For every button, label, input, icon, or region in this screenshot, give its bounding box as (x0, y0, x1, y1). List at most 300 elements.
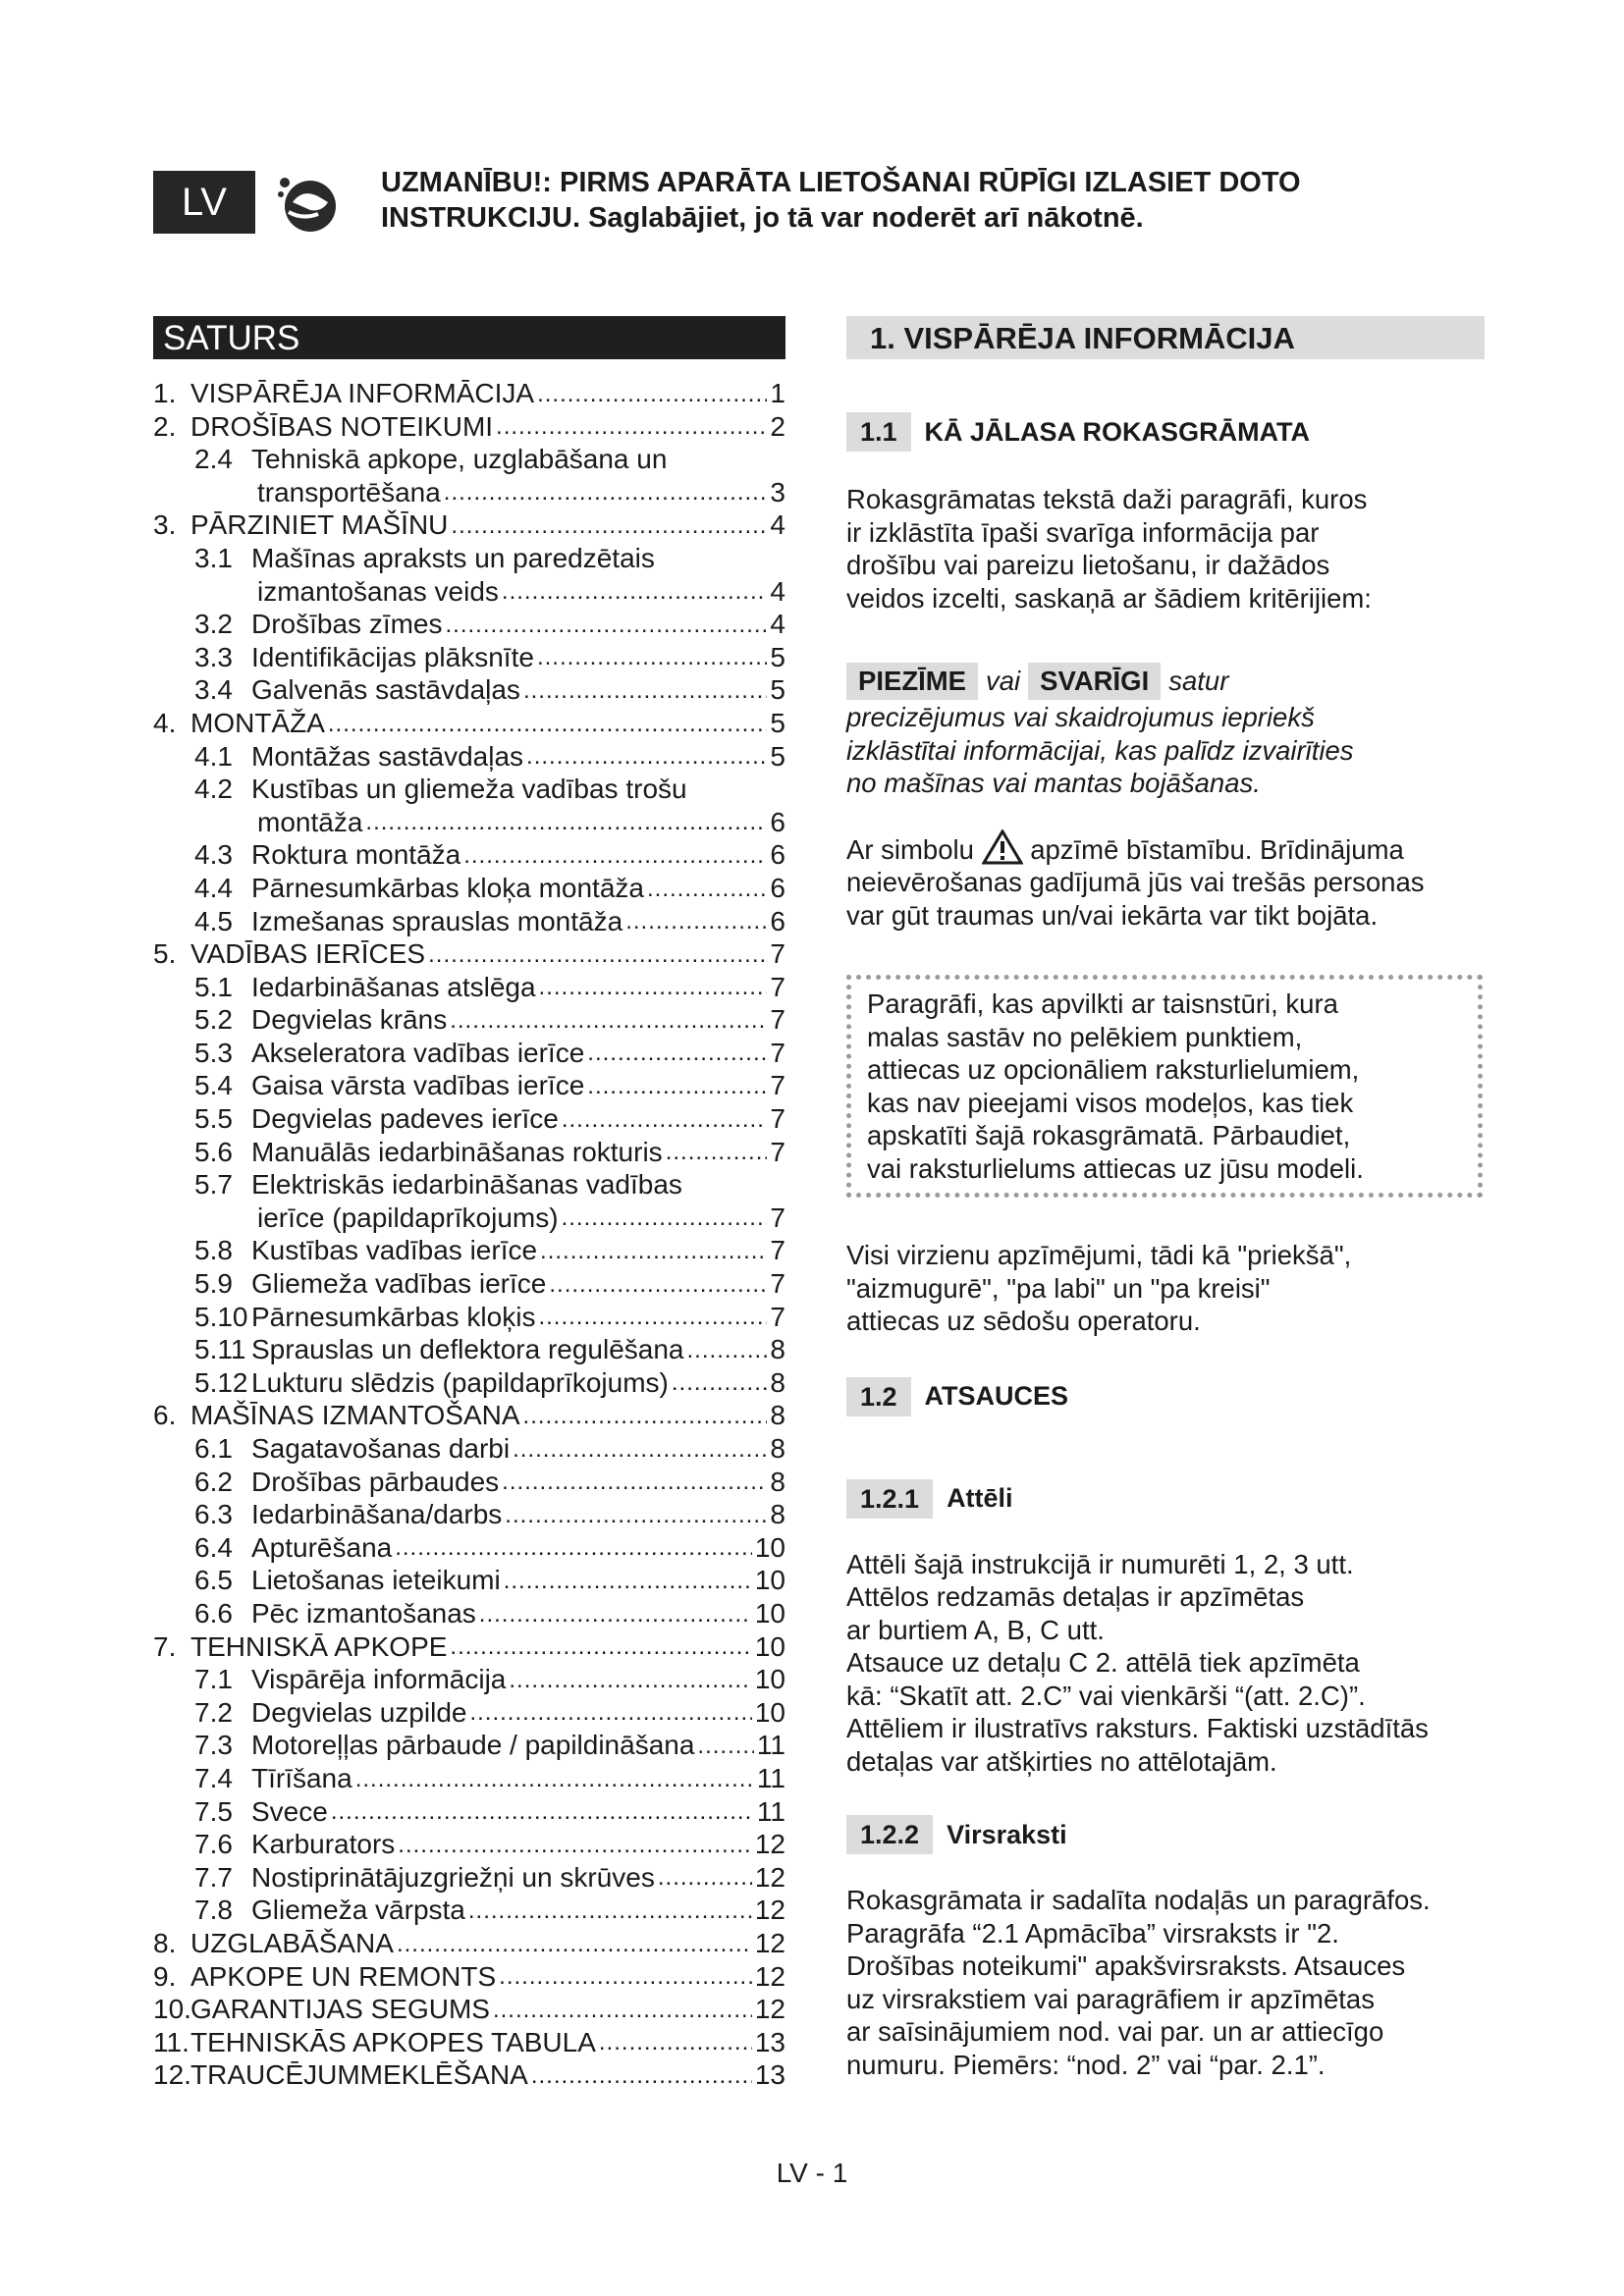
toc-entry-page: 6 (770, 872, 785, 903)
toc-entry-title: montāža (257, 806, 363, 837)
toc-leader-dots (398, 1828, 752, 1861)
toc-entry (153, 1597, 785, 1630)
toc-leader-dots (502, 575, 768, 609)
toc-entry (153, 1267, 785, 1301)
toc-entry-page: 3 (770, 476, 785, 507)
symbol-after: apzīmē bīstamību. Brīdinājuma (1030, 833, 1404, 865)
toc-leader-dots (395, 1531, 752, 1565)
toc-entry-number: 7.4 (194, 1762, 233, 1793)
toc-leader-dots (599, 2026, 752, 2059)
toc-entry-page: 5 (770, 674, 785, 706)
toc-entry-page: 12 (754, 1895, 785, 1926)
toc-entry-title: ierīce (papildaprīkojums) (257, 1201, 559, 1233)
toc-entry-title: Kustības vadības ierīce (251, 1235, 538, 1266)
headings-line: Paragrāfa “2.1 Apmācība” virsraksts ir "2. (846, 1917, 1339, 1949)
figures-line: Atsauce uz detaļu C 2. attēlā tiek apzīmēta (846, 1647, 1360, 1678)
box-line: kas nav pieejami visos modeļos, kas tiek (867, 1087, 1354, 1118)
toc-entry-number: 5. (153, 938, 177, 970)
toc-entry-page: 8 (770, 1466, 785, 1497)
toc-entry-number: 3.3 (194, 641, 233, 672)
note-label: PIEZĪME (846, 663, 978, 700)
warning-notice (381, 165, 1382, 236)
toc-entry-number: 5.4 (194, 1070, 233, 1101)
important-label: SVARĪGI (1028, 663, 1161, 700)
heading-1-2-1 (846, 1479, 1485, 1519)
toc-entry (153, 641, 785, 674)
toc-entry-number: 5.8 (194, 1235, 233, 1266)
headings-line: Rokasgrāmata ir sadalīta nodaļās un paragrāfos. (846, 1885, 1431, 1915)
intro-line: Rokasgrāmatas tekstā daži paragrāfi, kuros (846, 484, 1368, 514)
toc-entry (153, 673, 785, 707)
toc-entry (153, 443, 785, 476)
toc-entry-page: 11 (756, 1762, 785, 1793)
toc-entry-title: Akseleratora vadības ierīce (251, 1037, 585, 1068)
toc-entry-title: VISPĀRĒJA INFORMĀCIJA (190, 378, 535, 408)
toc-entry-number: 5.6 (194, 1136, 233, 1167)
toc-entry-title: UZGLABĀŠANA (190, 1927, 394, 1958)
toc-entry (153, 1993, 785, 2026)
figures-line: kā: “Skatīt att. 2.C” vai vienkārši “(att. 2.C)”. (846, 1680, 1366, 1711)
toc-entry (153, 773, 785, 806)
toc-entry-number: 7.7 (194, 1861, 233, 1893)
toc-entry (153, 806, 785, 839)
toc-entry (153, 2058, 785, 2092)
figures-line: detaļas var atšķirties no attēlotajām. (846, 1745, 1277, 1777)
toc-entry (153, 1201, 785, 1235)
toc-entry-title: Pārnesumkārbas kloķa montāža (251, 872, 644, 903)
toc-entry-title: Gliemeža vārpsta (251, 1895, 465, 1926)
toc-entry-page: 4 (770, 575, 785, 607)
toc-leader-dots (328, 707, 768, 740)
toc-leader-dots (493, 1993, 752, 2026)
toc-leader-dots (450, 1003, 767, 1037)
toc-entry-title: Tīrīšana (251, 1762, 352, 1793)
toc-leader-dots (397, 1927, 752, 1960)
toc-entry-page: 12 (754, 1861, 785, 1893)
heading-1-2-2 (846, 1815, 1485, 1854)
toc-leader-dots (513, 1432, 767, 1466)
toc-entry-title: VADĪBAS IERĪCES (190, 938, 426, 970)
toc-entry (153, 937, 785, 971)
toc-leader-dots (355, 1762, 754, 1795)
toc-entry-number: 5.12 (194, 1366, 248, 1398)
toc-leader-dots (538, 1301, 767, 1334)
figures-line: ar burtiem A, B, C utt. (846, 1614, 1105, 1645)
toc-entry-number: 4.2 (194, 774, 233, 805)
table-of-contents (153, 316, 785, 2092)
toc-leader-dots (672, 1366, 768, 1400)
figures-line: Attēliem ir ilustratīvs raksturs. Faktiski uzstādītās (846, 1713, 1429, 1743)
toc-leader-dots (463, 838, 767, 872)
toc-entry-title: Lietošanas ieteikumi (251, 1565, 501, 1596)
heading-1-2-1-number: 1.2.1 (846, 1479, 933, 1519)
toc-entry-title: Mašīnas apraksts un paredzētais (251, 542, 655, 573)
section-1-title: 1. VISPĀRĒJA INFORMĀCIJA (846, 316, 1485, 359)
toc-entry (153, 1729, 785, 1762)
hand-book-icon (271, 173, 340, 236)
toc-leader-dots (658, 1861, 752, 1895)
toc-leader-dots (444, 476, 768, 509)
toc-entry-title: Drošības zīmes (251, 609, 443, 640)
toc-leader-dots (504, 1564, 752, 1597)
toc-entry-title: Karburators (251, 1829, 396, 1860)
toc-entry-number: 3.4 (194, 674, 233, 706)
toc-entry-page: 6 (770, 905, 785, 936)
toc-entry (153, 377, 785, 410)
toc-entry-number: 6. (153, 1400, 177, 1431)
toc-entry (153, 1333, 785, 1366)
toc-entry-page: 13 (754, 2059, 785, 2091)
toc-entry (153, 1301, 785, 1334)
toc-entry-number: 7.2 (194, 1696, 233, 1728)
toc-entry (153, 1234, 785, 1267)
toc-entry (153, 410, 785, 444)
toc-leader-dots (625, 905, 767, 938)
toc-entry-page: 12 (754, 1829, 785, 1860)
toc-entry-number: 6.2 (194, 1466, 233, 1497)
note-line: no mašīnas vai mantas bojāšanas. (846, 768, 1261, 798)
toc-entry (153, 1399, 785, 1432)
heading-1-2-2-title: Virsraksti (947, 1819, 1067, 1849)
toc-entry-page: 10 (754, 1597, 785, 1629)
toc-entry (153, 1366, 785, 1400)
toc-entry (153, 1466, 785, 1499)
toc-entry-title: Montāžas sastāvdaļas (251, 740, 524, 772)
toc-entry-page: 7 (770, 1103, 785, 1135)
note-explanation (846, 701, 1485, 800)
toc-leader-dots (587, 1037, 767, 1070)
toc-entry-number: 2.4 (194, 444, 233, 475)
toc-entry-page: 10 (754, 1664, 785, 1695)
toc-entry-number: 7.3 (194, 1730, 233, 1761)
toc-entry-number: 2. (153, 410, 177, 442)
toc-entry (153, 1861, 785, 1895)
box-line: apskatīti šajā rokasgrāmatā. Pārbaudiet, (867, 1120, 1351, 1150)
toc-entry-page: 10 (754, 1696, 785, 1728)
symbol-line (846, 829, 1485, 867)
toc-list (153, 377, 785, 2092)
toc-entry-page: 7 (770, 1235, 785, 1266)
toc-entry-number: 4. (153, 707, 177, 738)
toc-entry-number: 7.1 (194, 1664, 233, 1695)
toc-entry-title: izmantošanas veids (257, 575, 499, 607)
paragraph-directions (846, 1239, 1485, 1338)
paragraph-headings (846, 1884, 1485, 2081)
toc-entry-page: 7 (770, 1301, 785, 1332)
toc-entry-title: Vispārēja informācija (251, 1664, 507, 1695)
toc-entry (153, 575, 785, 609)
toc-entry (153, 1630, 785, 1664)
toc-entry (153, 1136, 785, 1169)
toc-leader-dots (468, 1894, 752, 1927)
headings-line: numuru. Piemērs: “nod. 2” vai “par. 2.1”. (846, 2049, 1326, 2080)
toc-entry (153, 1828, 785, 1861)
figures-line: Attēlos redzamās detaļas ir apzīmētas (846, 1581, 1305, 1612)
toc-entry-page: 4 (770, 609, 785, 640)
toc-entry-number: 10. (153, 1994, 191, 2025)
toc-entry-title: Sagatavošanas darbi (251, 1433, 511, 1464)
toc-entry-number: 7.8 (194, 1895, 233, 1926)
toc-entry-title: Gliemeža vadības ierīce (251, 1268, 547, 1300)
toc-entry-page: 6 (770, 806, 785, 837)
toc-entry-page: 10 (754, 1565, 785, 1596)
toc-entry-number: 4.1 (194, 740, 233, 772)
intro-line: veidos izcelti, saskaņā ar šādiem kritērijiem: (846, 582, 1372, 614)
toc-entry-number: 12. (153, 2059, 191, 2091)
toc-entry-page: 11 (756, 1730, 785, 1761)
toc-entry-number: 6.5 (194, 1565, 233, 1596)
toc-entry (153, 1498, 785, 1531)
toc-entry-title: Degvielas padeves ierīce (251, 1103, 559, 1135)
box-line: Paragrāfi, kas apvilkti ar taisnstūri, kura (867, 988, 1338, 1019)
toc-entry-number: 3. (153, 509, 177, 541)
language-badge: LV (153, 171, 255, 234)
note-line: izklāstītai informācijai, kas palīdz izvairīties (846, 734, 1354, 766)
toc-entry-page: 8 (770, 1334, 785, 1365)
toc-entry-number: 7.6 (194, 1829, 233, 1860)
toc-entry-number: 5.3 (194, 1037, 233, 1068)
toc-entry-title: TEHNISKĀ APKOPE (190, 1630, 448, 1662)
toc-leader-dots (697, 1729, 754, 1762)
toc-entry-page: 10 (754, 1531, 785, 1563)
toc-entry (153, 838, 785, 872)
toc-leader-dots (666, 1136, 768, 1169)
toc-leader-dots (526, 740, 767, 774)
note-line: precizējumus vai skaidrojumus iepriekš (846, 702, 1315, 732)
toc-entry-title: Degvielas uzpilde (251, 1696, 467, 1728)
toc-entry-title: Svece (251, 1795, 328, 1827)
intro-line: drošību vai pareizu lietošanu, ir dažādos (846, 550, 1330, 580)
toc-entry (153, 1003, 785, 1037)
toc-entry-title: Degvielas krāns (251, 1004, 448, 1036)
toc-entry-title: Identifikācijas plāksnīte (251, 641, 534, 672)
toc-entry-number: 11. (153, 2026, 189, 2057)
paragraph-figures (846, 1548, 1485, 1779)
warning-triangle-icon (982, 829, 1023, 865)
toc-entry (153, 2026, 785, 2059)
toc-entry-title: transportēšana (257, 476, 441, 507)
toc-entry-title: Elektriskās iedarbināšanas vadības (251, 1169, 682, 1201)
toc-entry-title: MONTĀŽA (190, 707, 325, 738)
paragraph-intro (846, 483, 1485, 614)
toc-entry-title: Manuālās iedarbināšanas rokturis (251, 1136, 663, 1167)
toc-title: SATURS (153, 316, 785, 359)
toc-leader-dots (502, 1466, 767, 1499)
directions-line: "aizmugurē", "pa labi" un "pa kreisi" (846, 1272, 1271, 1304)
heading-1-2 (846, 1377, 1485, 1416)
toc-entry-page: 12 (754, 1927, 785, 1958)
warning-line-1: UZMANĪBU!: PIRMS APARĀTA LIETOŠANAI RŪPĪGI IZLASIET DOTO (381, 167, 1301, 198)
toc-leader-dots (687, 1333, 768, 1366)
symbol-before: Ar simbolu (846, 833, 974, 865)
toc-entry (153, 905, 785, 938)
toc-entry-page: 12 (754, 1960, 785, 1992)
toc-entry-number: 6.4 (194, 1531, 233, 1563)
toc-entry (153, 971, 785, 1004)
toc-entry (153, 1927, 785, 1960)
toc-leader-dots (523, 1399, 768, 1432)
toc-entry (153, 1795, 785, 1829)
toc-entry-title: Nostiprinātājuzgriežņi un skrūves (251, 1861, 655, 1893)
toc-leader-dots (537, 377, 767, 410)
toc-entry-number: 6.6 (194, 1597, 233, 1629)
toc-leader-dots (539, 971, 768, 1004)
toc-entry-title: DROŠĪBAS NOTEIKUMI (190, 410, 494, 442)
toc-entry-number: 7. (153, 1630, 177, 1662)
toc-entry-title: Kustības un gliemeža vadības trošu (251, 774, 687, 805)
toc-leader-dots (587, 1069, 767, 1102)
toc-leader-dots (496, 410, 767, 444)
toc-entry-page: 13 (754, 2026, 785, 2057)
toc-entry-number: 1. (153, 378, 177, 408)
heading-1-1 (846, 412, 1485, 452)
toc-entry-page: 11 (756, 1795, 785, 1827)
directions-line: attiecas uz sēdošu operatoru. (846, 1306, 1201, 1336)
toc-leader-dots (451, 508, 767, 542)
toc-entry (153, 1696, 785, 1730)
toc-leader-dots (537, 641, 767, 674)
toc-entry-title: PĀRZINIET MAŠĪNU (190, 509, 449, 541)
paragraph-danger-symbol (846, 829, 1485, 933)
toc-entry-title: Sprauslas un deflektora regulēšana (251, 1334, 684, 1365)
toc-entry (153, 1663, 785, 1696)
toc-entry-title: Drošības pārbaudes (251, 1466, 500, 1497)
toc-entry (153, 872, 785, 905)
toc-entry-page: 10 (754, 1630, 785, 1662)
toc-entry (153, 608, 785, 641)
toc-entry (153, 1037, 785, 1070)
toc-entry (153, 1894, 785, 1927)
note-contains: satur (1168, 666, 1229, 696)
toc-entry-page: 5 (770, 740, 785, 772)
toc-entry-title: Galvenās sastāvdaļas (251, 674, 520, 706)
toc-entry-number: 4.4 (194, 872, 233, 903)
headings-line: ar saīsinājumiem nod. vai par. un ar attiecīgo (846, 2016, 1384, 2047)
toc-entry-title: Pārnesumkārbas kloķis (251, 1301, 536, 1332)
toc-entry (153, 1168, 785, 1201)
toc-leader-dots (446, 608, 768, 641)
heading-1-2-title: ATSAUCES (924, 1381, 1069, 1411)
headings-line: uz virsrakstiem vai paragrāfiem ir apzīmētas (846, 1983, 1375, 2014)
toc-entry-page: 6 (770, 839, 785, 871)
toc-leader-dots (331, 1795, 754, 1829)
toc-entry (153, 1960, 785, 1994)
toc-leader-dots (540, 1234, 767, 1267)
toc-entry-page: 12 (754, 1994, 785, 2025)
toc-entry-page: 7 (770, 1201, 785, 1233)
toc-entry (153, 1531, 785, 1565)
toc-entry (153, 1762, 785, 1795)
toc-entry-page: 8 (770, 1400, 785, 1431)
headings-line: Drošības noteikumi" apakšvirsraksts. Atsauces (846, 1950, 1406, 1981)
toc-leader-dots (428, 937, 767, 971)
heading-1-1-number: 1.1 (846, 412, 911, 452)
toc-leader-dots (479, 1597, 752, 1630)
toc-entry-title: GARANTIJAS SEGUMS (190, 1994, 490, 2025)
toc-entry-title: Iedarbināšana/darbs (251, 1499, 503, 1530)
toc-leader-dots (509, 1663, 751, 1696)
toc-entry-number: 4.3 (194, 839, 233, 871)
box-line: attiecas uz opcionāliem raksturlielumiem, (867, 1054, 1360, 1085)
toc-entry-number: 5.9 (194, 1268, 233, 1300)
toc-leader-dots (562, 1102, 768, 1136)
toc-leader-dots (505, 1498, 767, 1531)
toc-entry-title: Izmešanas sprauslas montāža (251, 905, 623, 936)
toc-entry-number: 5.5 (194, 1103, 233, 1135)
intro-line: ir izklāstīta īpaši svarīga informācija par (846, 516, 1320, 548)
figures-line: Attēli šajā instrukcijā ir numurēti 1, 2, 3 utt. (846, 1548, 1354, 1579)
toc-entry-number: 4.5 (194, 905, 233, 936)
toc-entry (153, 476, 785, 509)
page-number: LV - 1 (776, 2158, 848, 2188)
box-line: malas sastāv no pelēkiem punktiem, (867, 1021, 1303, 1052)
toc-entry-page: 7 (770, 1004, 785, 1036)
toc-entry-title: Apturēšana (251, 1531, 393, 1563)
toc-entry-number: 6.1 (194, 1433, 233, 1464)
toc-entry-title: Iedarbināšanas atslēga (251, 971, 536, 1002)
heading-1-2-1-title: Attēli (947, 1483, 1013, 1513)
note-or: vai (986, 666, 1021, 696)
toc-entry-title: Gaisa vārsta vadības ierīce (251, 1070, 585, 1101)
toc-entry-number: 7.5 (194, 1795, 233, 1827)
section-general-information (846, 316, 1485, 2081)
toc-leader-dots (499, 1960, 752, 1994)
toc-entry (153, 1102, 785, 1136)
toc-leader-dots (365, 806, 767, 839)
toc-entry (153, 542, 785, 575)
box-line: vai raksturlielums attiecas uz jūsu modeli. (867, 1152, 1364, 1184)
toc-entry (153, 1069, 785, 1102)
warning-line-2: INSTRUKCIJU. Saglabājiet, jo tā var noderēt arī nākotnē. (381, 202, 1144, 234)
toc-entry-page: 5 (770, 707, 785, 738)
toc-leader-dots (531, 2058, 752, 2092)
toc-entry-page: 7 (770, 1268, 785, 1300)
toc-entry-page: 1 (770, 378, 785, 408)
toc-entry-page: 7 (770, 1070, 785, 1101)
toc-leader-dots (469, 1696, 751, 1730)
toc-leader-dots (549, 1267, 767, 1301)
note-important-line (846, 662, 1485, 701)
toc-leader-dots (647, 872, 767, 905)
heading-1-2-number: 1.2 (846, 1377, 911, 1416)
optional-features-box (846, 975, 1483, 1198)
toc-entry-page: 4 (770, 509, 785, 541)
directions-line: Visi virzienu apzīmējumi, tādi kā "priekšā", (846, 1240, 1352, 1270)
toc-entry-page: 7 (770, 938, 785, 970)
heading-1-2-2-number: 1.2.2 (846, 1815, 933, 1854)
toc-entry-title: Motoreļļas pārbaude / papildināšana (251, 1730, 695, 1761)
symbol-line: var gūt traumas un/vai iekārta var tikt bojāta. (846, 899, 1379, 931)
toc-entry-page: 7 (770, 971, 785, 1002)
toc-entry-page: 8 (770, 1499, 785, 1530)
toc-entry-page: 5 (770, 641, 785, 672)
toc-entry (153, 1432, 785, 1466)
toc-entry-title: Tehniskā apkope, uzglabāšana un (251, 444, 668, 475)
symbol-line: neievērošanas gadījumā jūs vai trešās personas (846, 867, 1425, 897)
toc-entry-number: 3.1 (194, 542, 233, 573)
toc-entry (153, 707, 785, 740)
toc-entry-title: APKOPE UN REMONTS (190, 1960, 497, 1992)
toc-entry-number: 5.2 (194, 1004, 233, 1036)
toc-entry-number: 3.2 (194, 609, 233, 640)
toc-entry (153, 508, 785, 542)
toc-entry-page: 7 (770, 1136, 785, 1167)
heading-1-1-title: KĀ JĀLASA ROKASGRĀMATA (924, 416, 1311, 447)
toc-entry-page: 8 (770, 1366, 785, 1398)
toc-entry-title: Pēc izmantošanas (251, 1597, 476, 1629)
toc-entry-number: 5.7 (194, 1169, 233, 1201)
toc-leader-dots (523, 673, 767, 707)
